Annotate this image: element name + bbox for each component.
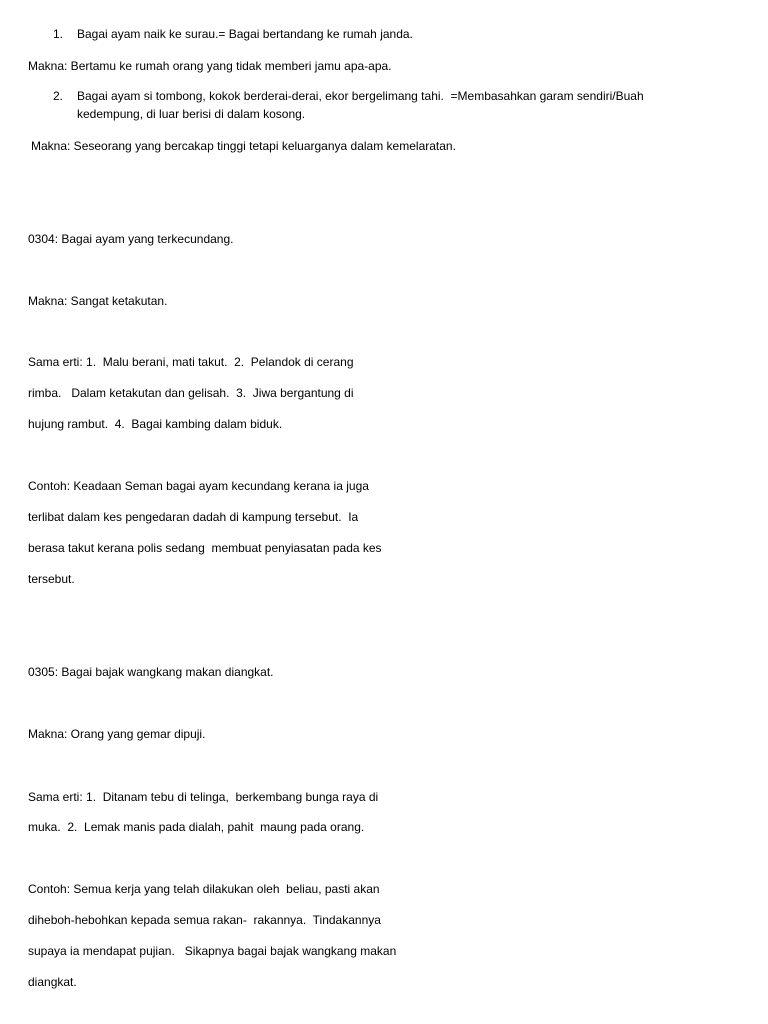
entry-0305-contoh-line: supaya ia mendapat pujian. Sikapnya bagai bajak wangkang makan (28, 944, 397, 958)
entry-0304-contoh-line: terlibat dalam kes pengedaran dadah di kampung tersebut. Ia (28, 510, 359, 524)
list-item-2-text-line-2: kedempung, di luar berisi di dalam kosong. (77, 107, 306, 121)
makna-line-2: Makna: Seseorang yang bercakap tinggi tetapi keluarganya dalam kemelaratan. (31, 139, 456, 153)
list-item-2-text-line-1: Bagai ayam si tombong, kokok berderai-derai, ekor bergelimang tahi. =Membasahkan garam sendiri/Buah (77, 89, 644, 103)
makna-line-1: Makna: Bertamu ke rumah orang yang tidak memberi jamu apa-apa. (28, 59, 392, 73)
entry-0304-sama-erti-line: Sama erti: 1. Malu berani, mati takut. 2. Pelandok di cerang (28, 355, 354, 369)
entry-0304-sama-erti-line: rimba. Dalam ketakutan dan gelisah. 3. Jiwa bergantung di (28, 386, 354, 400)
entry-0305-sama-erti-line: Sama erti: 1. Ditanam tebu di telinga, berkembang bunga raya di (28, 790, 379, 804)
list-item-1-text: Bagai ayam naik ke surau.= Bagai bertandang ke rumah janda. (77, 27, 413, 41)
entry-0305-contoh-line: Contoh: Semua kerja yang telah dilakukan oleh beliau, pasti akan (28, 882, 380, 896)
entry-0305-contoh-line: diangkat. (28, 975, 77, 989)
entry-0305-sama-erti-line: muka. 2. Lemak manis pada dialah, pahit maung pada orang. (28, 820, 365, 834)
entry-0304-sama-erti-line: hujung rambut. 4. Bagai kambing dalam biduk. (28, 417, 283, 431)
entry-0304-contoh-line: Contoh: Keadaan Seman bagai ayam kecundang kerana ia juga (28, 479, 369, 493)
entry-0304-contoh-line: berasa takut kerana polis sedang membuat penyiasatan pada kes (28, 541, 382, 555)
entry-0304-makna: Makna: Sangat ketakutan. (28, 294, 168, 308)
entry-0305-makna: Makna: Orang yang gemar dipuji. (28, 727, 206, 741)
entry-0305-heading: 0305: Bagai bajak wangkang makan diangkat. (28, 665, 274, 679)
list-item-1-number: 1. (53, 27, 64, 41)
entry-0304-contoh-line: tersebut. (28, 572, 75, 586)
entry-0305-contoh-line: diheboh-hebohkan kepada semua rakan- rakannya. Tindakannya (28, 913, 381, 927)
entry-0304-heading: 0304: Bagai ayam yang terkecundang. (28, 232, 234, 246)
list-item-2-number: 2. (53, 89, 64, 103)
